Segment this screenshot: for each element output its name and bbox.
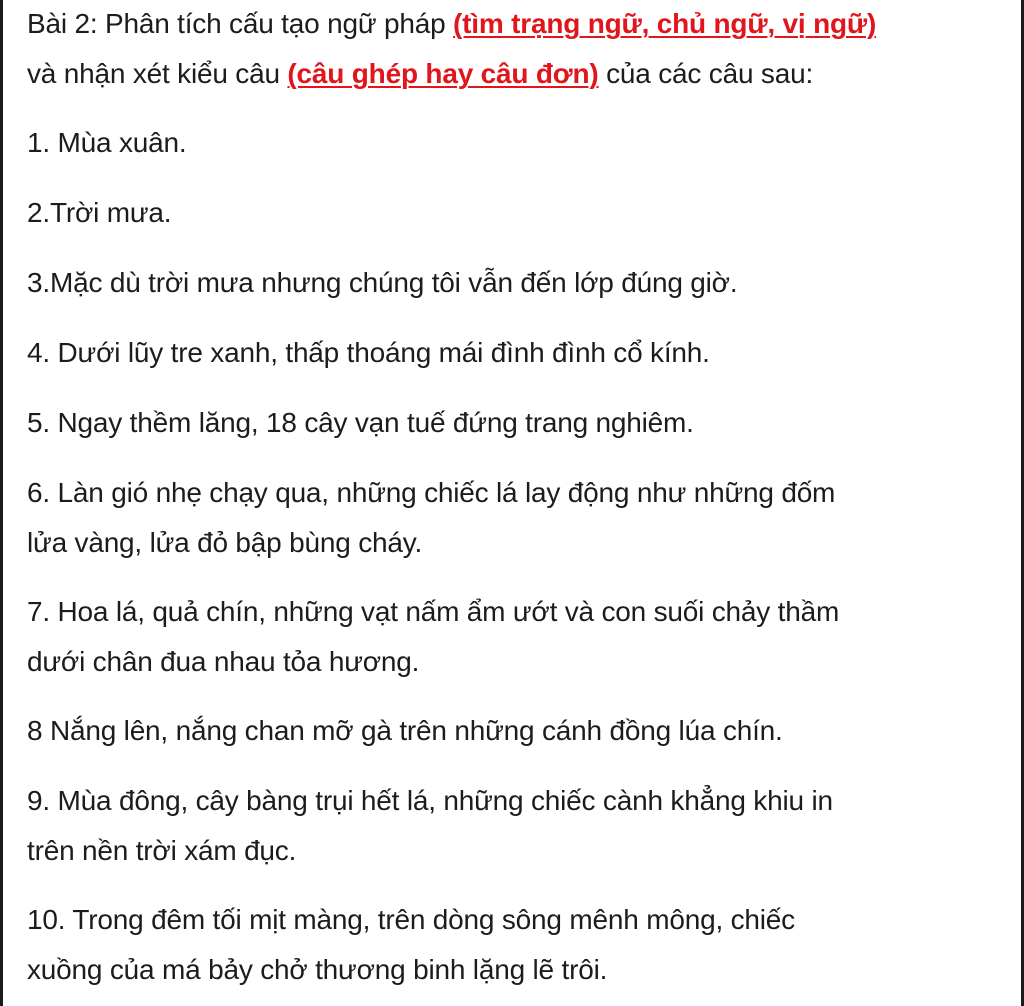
instruction-line-2 [27,49,813,99]
sentence-7-line-2: dưới chân đua nhau tỏa hương. [27,646,420,677]
sentence-1: 1. Mùa xuân. [27,127,187,158]
sentence-9-line-1: 9. Mùa đông, cây bàng trụi hết lá, những chiếc cành khẳng khiu in [27,785,833,816]
instruction-highlight: (tìm trạng ngữ, chủ ngữ, vị ngữ) [453,8,877,39]
sentence-8: 8 Nắng lên, nắng chan mỡ gà trên những cánh đồng lúa chín. [27,715,783,746]
sentence-6-line-2: lửa vàng, lửa đỏ bập bùng cháy. [27,527,423,558]
instruction-highlight: (câu ghép hay câu đơn) [287,58,599,89]
sentence-10-line-1: 10. Trong đêm tối mịt màng, trên dòng sông mênh mông, chiếc [27,904,795,935]
sentence-4: 4. Dưới lũy tre xanh, thấp thoáng mái đình đình cổ kính. [27,337,710,368]
sentence-9-line-2: trên nền trời xám đục. [27,835,297,866]
instruction-text: Bài 2: Phân tích cấu tạo ngữ pháp [27,8,454,39]
sentence-10-line-2: xuồng của má bảy chở thương binh lặng lẽ trôi. [27,954,608,985]
instruction-text: và nhận xét kiểu câu [27,58,288,89]
instruction-line-1 [27,0,876,49]
sentence-6-line-1: 6. Làn gió nhẹ chạy qua, những chiếc lá lay động như những đốm [27,477,836,508]
instruction-text: của các câu sau: [598,58,814,89]
sentence-7-line-1: 7. Hoa lá, quả chín, những vạt nấm ẩm ướt và con suối chảy thầm [27,596,840,627]
sentence-5: 5. Ngay thềm lăng, 18 cây vạn tuế đứng trang nghiêm. [27,407,694,438]
sentence-2: 2.Trời mưa. [27,197,172,228]
sentence-3: 3.Mặc dù trời mưa nhưng chúng tôi vẫn đến lớp đúng giờ. [27,267,738,298]
